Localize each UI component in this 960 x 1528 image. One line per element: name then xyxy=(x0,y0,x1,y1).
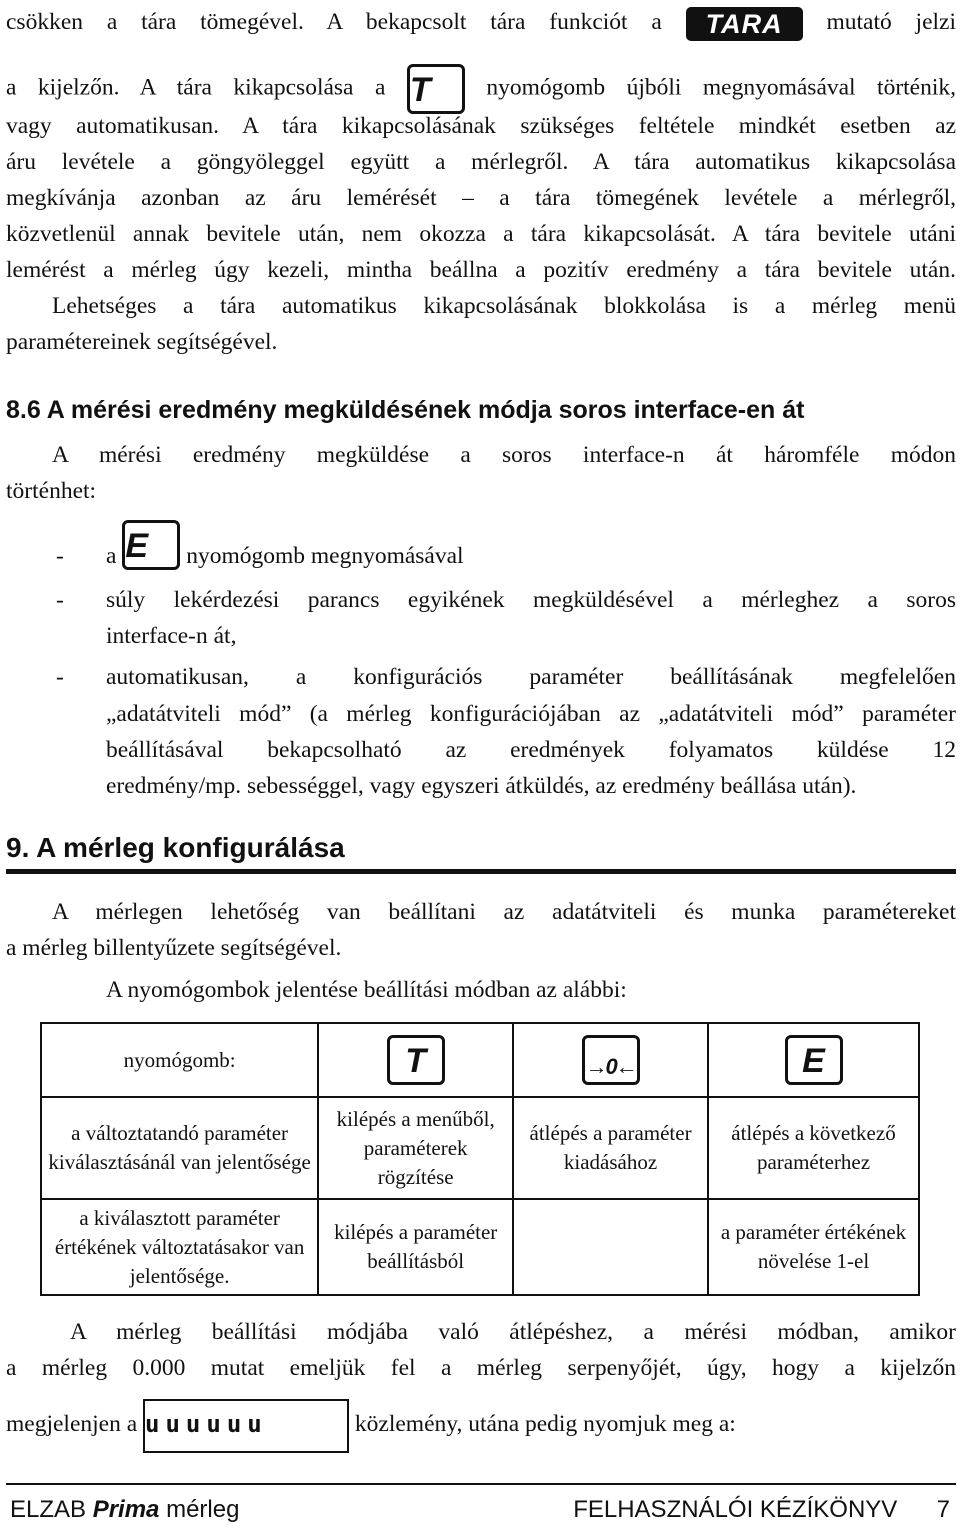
intro-line-4: áru levétele a göngyöleggel együtt a mérlegről. A tára automatikus kikapcsolása xyxy=(6,149,956,175)
intro-line-1 xyxy=(6,4,956,41)
bullet-3-line-2: „adatátviteli mód” (a mérleg konfigurációjában az „adatátviteli mód” paraméter xyxy=(106,701,956,727)
table-header-row xyxy=(41,1023,919,1097)
text: csökken a tára tömegével. A bekapcsolt tára funkciót a xyxy=(6,9,662,35)
intro-line-5: megkívánja azonban az áru lemérését – a tára tömegének levétele a mérlegről, xyxy=(6,185,956,211)
scale-display-icon xyxy=(143,1399,349,1453)
bullet-3-line-1: automatikusan, a konfigurációs paraméter beállításának megfelelően xyxy=(106,664,956,690)
intro-line-6: közvetlenül annak bevitele után, nem okozza a tára kikapcsolását. A tára bevitele utáni xyxy=(6,221,956,247)
footer-rule xyxy=(6,1483,956,1485)
tare-key-glyph: T xyxy=(409,71,431,109)
bullet-dash: - xyxy=(56,664,64,690)
table-cell: átlépés a paraméter kiadásához xyxy=(513,1097,708,1199)
text: nyomógomb újbóli megnyomásával történik, xyxy=(486,74,957,101)
table-row xyxy=(41,1097,919,1199)
tare-key-glyph: T xyxy=(405,1042,427,1080)
closing-line-3 xyxy=(6,1396,956,1453)
intro-line-2 xyxy=(6,64,956,114)
closing-line-1: A mérleg beállítási módjába való átlépéshez, a mérési módban, amikor xyxy=(70,1319,956,1345)
section-9-rule xyxy=(6,869,956,874)
tara-indicator-badge: TARA xyxy=(686,7,803,41)
text: közlemény, utána pedig nyomjuk meg a: xyxy=(354,1411,736,1437)
display-readout: uuuuuu xyxy=(145,1409,268,1438)
intro-line-7: lemérést a mérleg úgy kezeli, mintha beállna a pozitív eredmény a tára bevitele után. xyxy=(6,257,956,283)
closing-line-2: a mérleg 0.000 mutat emeljük fel a mérleg serpenyőjét, úgy, hogy a kijelzőn xyxy=(6,1355,956,1381)
table-cell: a változtatandó paraméter kiválasztásánál van jelentősége xyxy=(41,1097,318,1199)
intro-line-9: paramétereinek segítségével. xyxy=(6,329,278,355)
text: mérleg xyxy=(166,1496,240,1523)
text: nyomógomb: xyxy=(123,1047,236,1072)
bullet-2-line-2: interface-n át, xyxy=(106,623,237,649)
footer-brand xyxy=(10,1495,239,1525)
bullet-1 xyxy=(106,526,956,574)
text: megjelenjen a xyxy=(6,1411,138,1437)
section-9-para-line-2: a mérleg billentyűzete segítségével. xyxy=(6,935,342,961)
section-8-6-heading: 8.6 A mérési eredmény megküldésének módja soros interface-en át xyxy=(6,396,805,424)
text: FELHASZNÁLÓI KÉZÍKÖNYV xyxy=(573,1496,898,1523)
send-key-glyph: E xyxy=(802,1042,825,1080)
zero-key-icon xyxy=(582,1035,640,1085)
section-8-6-para-line-2: történhet: xyxy=(6,478,97,504)
bullet-3-line-3: beállításával bekapcsolható az eredmények folyamatos küldése 12 xyxy=(106,737,956,763)
text: nyomógomb megnyomásával xyxy=(186,543,464,569)
table-cell: átlépés a következő paraméterhez xyxy=(708,1097,919,1199)
bullet-dash: - xyxy=(56,543,64,569)
intro-line-3: vagy automatikusan. A tára kikapcsolásának szükséges feltétele mindkét esetben az xyxy=(6,113,956,139)
table-row xyxy=(41,1199,919,1295)
table-cell: a kiválasztott paraméter értékének változtatásakor van jelentősége. xyxy=(41,1199,318,1295)
bullet-3-line-4: eredmény/mp. sebességgel, vagy egyszeri átküldés, az eredmény beállása után). xyxy=(106,773,857,799)
brand-name: Prima xyxy=(92,1496,160,1523)
section-9-para-line-1: A mérlegen lehetőség van beállítani az adatátviteli és munka paramétereket xyxy=(52,899,956,925)
text: mutató jelzi xyxy=(826,9,957,35)
table-header-key-zero xyxy=(513,1023,708,1097)
key-meaning-table xyxy=(40,1022,920,1296)
intro-line-8: Lehetséges a tára automatikus kikapcsolásának blokkolása is a mérleg menü xyxy=(52,293,956,319)
tare-key-icon xyxy=(407,64,465,114)
send-key-glyph: E xyxy=(125,526,148,565)
table-header-label xyxy=(41,1023,318,1097)
table-cell: kilépés a paraméter beállításból xyxy=(318,1199,513,1295)
zero-key-glyph: →0← xyxy=(585,1054,636,1079)
table-header-key-e xyxy=(708,1023,919,1097)
send-result-key-icon xyxy=(785,1035,843,1085)
section-9-heading: 9. A mérleg konfigurálása xyxy=(6,832,345,863)
text: ELZAB xyxy=(10,1496,87,1523)
bullet-2-line-1: súly lekérdezési parancs egyikének megküldésével a mérleghez a soros xyxy=(106,587,956,613)
text: a kijelzőn. A tára kikapcsolása a xyxy=(6,74,386,101)
send-result-key-icon xyxy=(122,520,180,570)
tare-key-icon xyxy=(387,1035,445,1085)
section-9-para-2: A nyomógombok jelentése beállítási módban az alábbi: xyxy=(106,977,627,1003)
table-cell: a paraméter értékének növelése 1-el xyxy=(708,1199,919,1295)
table-cell: kilépés a menűből, paraméterek rögzítése xyxy=(318,1097,513,1199)
text: a xyxy=(106,543,117,569)
table-header-key-t xyxy=(318,1023,513,1097)
footer-manual-title xyxy=(573,1495,950,1525)
section-8-6-para-line-1: A mérési eredmény megküldése a soros interface-n át háromféle módon xyxy=(52,442,956,468)
bullet-dash: - xyxy=(56,587,64,613)
page-number: 7 xyxy=(936,1496,950,1523)
table-cell xyxy=(513,1199,708,1295)
